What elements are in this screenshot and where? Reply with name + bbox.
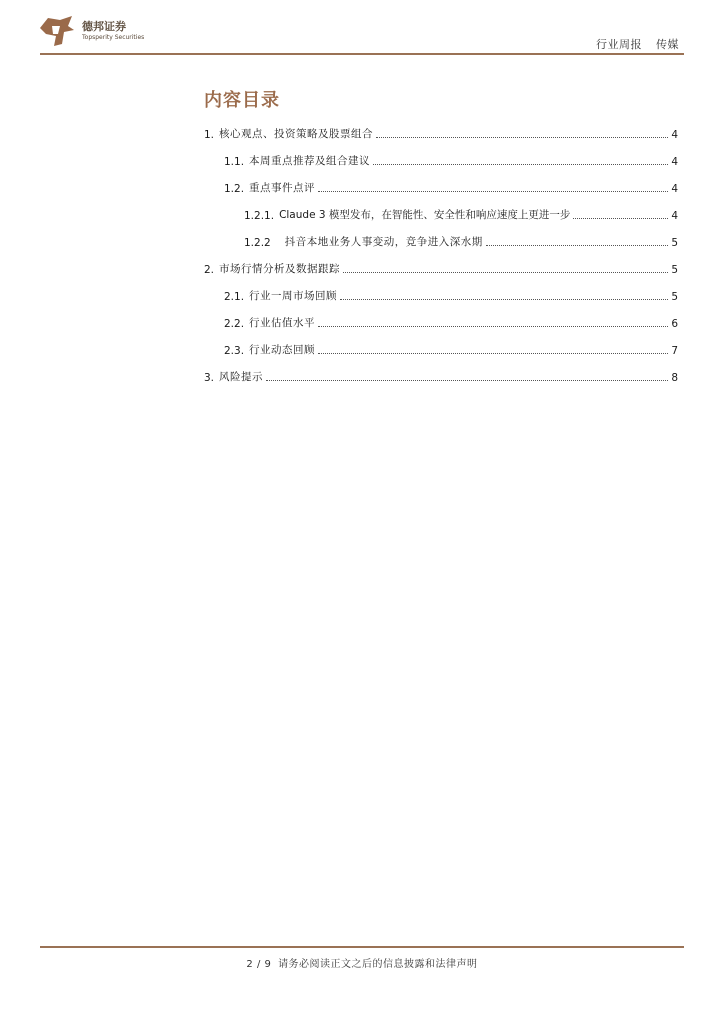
- toc-entry-number: 1.2.1.: [244, 210, 275, 222]
- toc-entry[interactable]: [204, 260, 678, 276]
- toc-entry-page: 5: [671, 237, 678, 249]
- toc-entry-number: 2.2.: [224, 318, 245, 330]
- toc-entry[interactable]: [244, 206, 678, 222]
- page-number: 2 / 9: [246, 959, 272, 970]
- toc-entry[interactable]: [224, 314, 678, 330]
- toc-entry-page: 4: [671, 156, 678, 168]
- toc-entry-title: Claude 3 模型发布，在智能性、安全性和响应速度上更进一步: [279, 209, 571, 221]
- toc-entry[interactable]: [224, 152, 678, 168]
- toc-entry-title: 本周重点推荐及组合建议: [249, 155, 371, 167]
- logo-name-en: Topsperity Securities: [82, 34, 145, 41]
- toc-entry-page: 4: [671, 129, 678, 141]
- disclaimer-text: 请务必阅读正文之后的信息披露和法律声明: [278, 959, 478, 970]
- toc-entry-page: 5: [671, 291, 678, 303]
- report-type: [596, 36, 679, 52]
- toc-entry-title: 抖音本地业务人事变动，竞争进入深水期: [284, 236, 483, 248]
- logo-name-cn: 德邦证券: [82, 20, 126, 33]
- header-divider: [40, 53, 684, 55]
- toc-entry-number: 2.3.: [224, 345, 245, 357]
- toc-entry[interactable]: [244, 233, 678, 249]
- company-logo: [38, 14, 148, 50]
- toc-entry-number: 1.2.2: [244, 237, 271, 249]
- toc-entry-page: 6: [671, 318, 678, 330]
- footer-divider: [40, 946, 684, 948]
- toc-entry-page: 5: [671, 264, 678, 276]
- toc-entry-number: 2.1.: [224, 291, 245, 303]
- toc-leader-dots: [343, 272, 668, 273]
- toc-entry[interactable]: [204, 368, 678, 384]
- toc-entry-title: 行业动态回顾: [249, 344, 316, 356]
- toc-entry-title: 市场行情分析及数据跟踪: [219, 263, 341, 275]
- toc-leader-dots: [318, 326, 668, 327]
- toc-entry-page: 7: [671, 345, 678, 357]
- toc-entry-number: 2.: [204, 264, 215, 276]
- toc-leader-dots: [486, 245, 669, 246]
- toc-leader-dots: [573, 218, 668, 219]
- report-category: 行业周报: [596, 38, 642, 51]
- toc-entry-page: 4: [671, 210, 678, 222]
- toc-leader-dots: [340, 299, 668, 300]
- toc-leader-dots: [266, 380, 668, 381]
- toc-entry-number: 1.: [204, 129, 215, 141]
- toc-leader-dots: [373, 164, 668, 165]
- toc-entry[interactable]: [224, 341, 678, 357]
- toc-entry-number: 1.2.: [224, 183, 245, 195]
- toc-entry-title: 行业估值水平: [249, 317, 316, 329]
- logo-icon: [38, 14, 76, 48]
- toc-entry-title: 行业一周市场回顾: [249, 290, 338, 302]
- toc-leader-dots: [376, 137, 668, 138]
- toc-entry[interactable]: [224, 179, 678, 195]
- page-footer: [0, 955, 724, 970]
- toc-entry[interactable]: [204, 125, 678, 141]
- report-sector: 传媒: [656, 38, 679, 51]
- toc-title: 内容目录: [204, 90, 280, 111]
- toc-entry-title: 核心观点、投资策略及股票组合: [219, 128, 374, 140]
- toc-entry-page: 8: [671, 372, 678, 384]
- toc-entry-number: 1.1.: [224, 156, 245, 168]
- toc-leader-dots: [318, 191, 668, 192]
- toc-leader-dots: [318, 353, 668, 354]
- toc-entry-title: 风险提示: [219, 371, 264, 383]
- toc-entry-page: 4: [671, 183, 678, 195]
- toc-entry[interactable]: [224, 287, 678, 303]
- toc-entry-number: 3.: [204, 372, 215, 384]
- toc-entry-title: 重点事件点评: [249, 182, 316, 194]
